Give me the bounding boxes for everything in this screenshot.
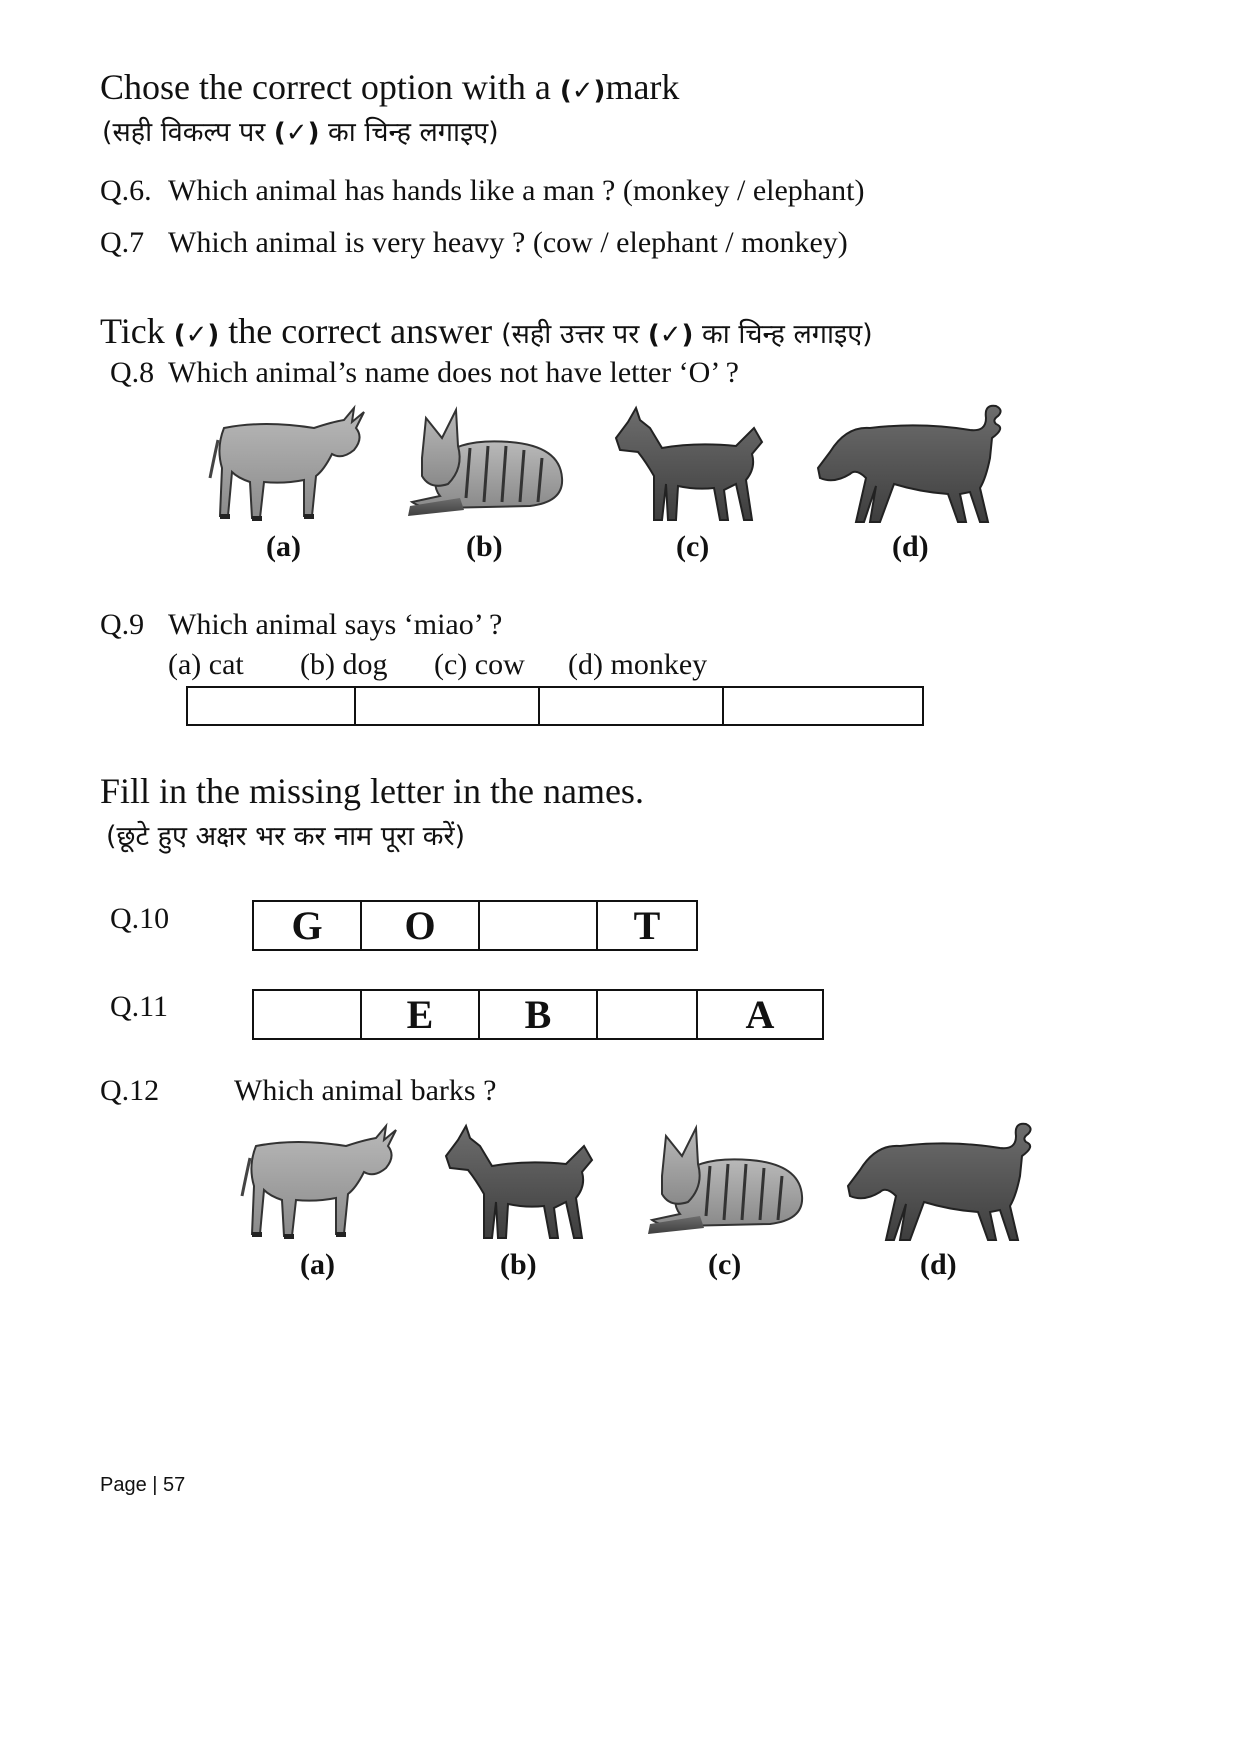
question-text: Which animal’s name does not have letter ‘O’ ? bbox=[168, 356, 739, 389]
tick-mark: (✓) bbox=[647, 320, 694, 350]
dog-image[interactable] bbox=[810, 398, 1010, 528]
letter-box: G bbox=[253, 901, 361, 950]
goat-image[interactable] bbox=[436, 1116, 606, 1246]
question-10-number: Q.10 bbox=[110, 902, 170, 935]
question-text: Which animal has hands like a man ? (monkey / elephant) bbox=[168, 174, 865, 207]
question-number: Q.7 bbox=[100, 226, 145, 259]
cow-image[interactable] bbox=[236, 1116, 406, 1246]
section3-title: Fill in the missing letter in the names. bbox=[100, 771, 644, 811]
answer-box-d[interactable] bbox=[723, 687, 923, 725]
section1-hindi bbox=[102, 112, 499, 149]
cow-image[interactable] bbox=[204, 398, 374, 528]
section1-title-suffix: mark bbox=[605, 67, 680, 107]
tick-mark: (✓) bbox=[559, 76, 606, 106]
question-11-number: Q.11 bbox=[110, 990, 169, 1023]
question-8 bbox=[110, 356, 739, 390]
page-number: Page | 57 bbox=[100, 1474, 186, 1496]
dog-image[interactable] bbox=[840, 1116, 1040, 1246]
section2-title bbox=[100, 310, 873, 352]
answer-box-c[interactable] bbox=[539, 687, 723, 725]
tick-mark: (✓) bbox=[173, 320, 220, 350]
missing-letter-box[interactable] bbox=[597, 990, 697, 1039]
option-label-a: (a) bbox=[300, 1248, 335, 1281]
section2-title-text: Tick bbox=[100, 311, 174, 351]
question-number: Q.6. bbox=[100, 174, 152, 207]
question-7 bbox=[100, 226, 848, 260]
question-text: Which animal says ‘miao’ ? bbox=[168, 608, 503, 641]
option-label-b: (b) bbox=[500, 1248, 537, 1281]
section3-hindi: (छूटे हुए अक्षर भर कर नाम पूरा करें) bbox=[106, 821, 466, 852]
question-12-text: Which animal barks ? bbox=[234, 1074, 497, 1107]
section1-title bbox=[100, 66, 679, 108]
letter-box: A bbox=[697, 990, 823, 1039]
section1-hindi-text: (सही विकल्प पर bbox=[102, 117, 274, 148]
q9-option-a: (a) cat bbox=[168, 648, 244, 681]
cat-image[interactable] bbox=[640, 1116, 810, 1246]
letter-box: O bbox=[361, 901, 479, 950]
option-label-b: (b) bbox=[466, 530, 503, 563]
section1-hindi-suffix: का चिन्ह लगाइए) bbox=[319, 117, 499, 148]
option-label-d: (d) bbox=[920, 1248, 957, 1281]
option-label-c: (c) bbox=[708, 1248, 742, 1281]
goat-image[interactable] bbox=[606, 398, 776, 528]
q11-letter-boxes bbox=[252, 989, 824, 1040]
missing-letter-box[interactable] bbox=[479, 901, 597, 950]
q9-option-d: (d) monkey bbox=[568, 648, 708, 681]
section2-hindi-text: (सही उत्तर पर bbox=[501, 319, 648, 350]
question-6 bbox=[100, 174, 864, 208]
section1-title-text: Chose the correct option with a bbox=[100, 67, 560, 107]
letter-box: E bbox=[361, 990, 479, 1039]
option-label-a: (a) bbox=[266, 530, 301, 563]
q9-option-c: (c) cow bbox=[434, 648, 525, 681]
q9-answer-boxes bbox=[186, 686, 924, 726]
question-number: Q.9 bbox=[100, 608, 145, 641]
question-12-number: Q.12 bbox=[100, 1074, 160, 1107]
option-label-d: (d) bbox=[892, 530, 929, 563]
question-number: Q.8 bbox=[110, 356, 155, 389]
section2-hindi-suffix: का चिन्ह लगाइए) bbox=[693, 319, 873, 350]
q9-option-b: (b) dog bbox=[300, 648, 388, 681]
tick-mark: (✓) bbox=[273, 118, 320, 148]
question-text: Which animal is very heavy ? (cow / elephant / monkey) bbox=[168, 226, 848, 259]
q10-letter-boxes bbox=[252, 900, 698, 951]
answer-box-a[interactable] bbox=[187, 687, 355, 725]
letter-box: T bbox=[597, 901, 697, 950]
cat-image[interactable] bbox=[400, 398, 570, 528]
option-label-c: (c) bbox=[676, 530, 710, 563]
missing-letter-box[interactable] bbox=[253, 990, 361, 1039]
question-9 bbox=[100, 608, 502, 642]
answer-box-b[interactable] bbox=[355, 687, 539, 725]
letter-box: B bbox=[479, 990, 597, 1039]
section2-title-middle: the correct answer bbox=[219, 311, 502, 351]
